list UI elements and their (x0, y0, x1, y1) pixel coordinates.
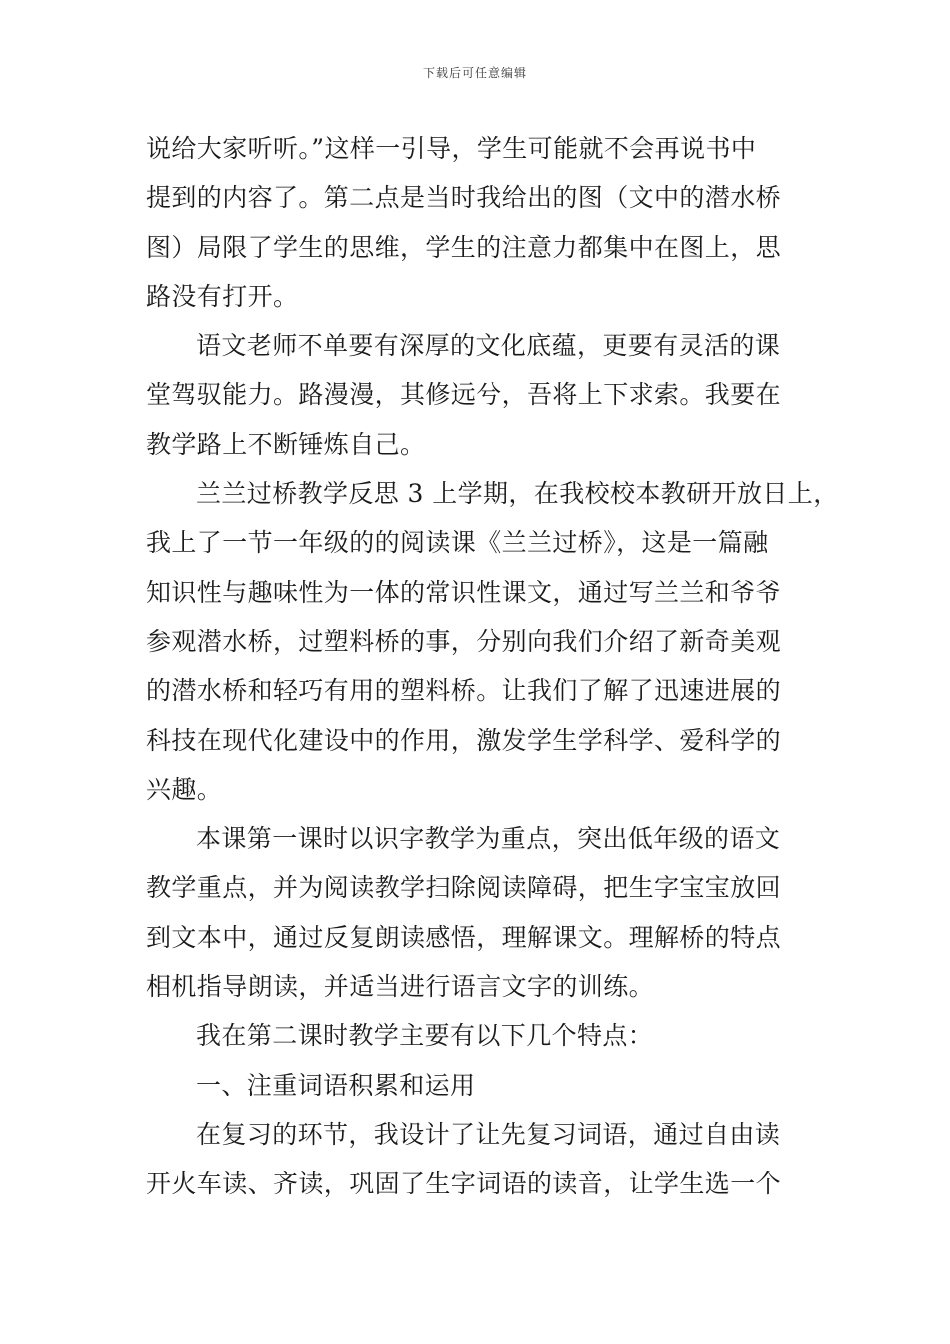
text-line: 路没有打开。 (146, 281, 299, 311)
section-heading: 一、注重词语积累和运用 (196, 1070, 476, 1100)
text-line: 在复习的环节，我设计了让先复习词语，通过自由读 (196, 1119, 781, 1149)
text-line: 相机指导朗读，并适当进行语言文字的训练。 (146, 972, 655, 1002)
text-line: 开火车读、齐读，巩固了生字词语的读音，让学生选一个 (146, 1169, 782, 1199)
text-line: 教学重点，并为阅读教学扫除阅读障碍，把生字宝宝放回 (146, 873, 782, 903)
text-line: 参观潜水桥，过塑料桥的事，分别向我们介绍了新奇美观 (146, 626, 782, 656)
text-line: 本课第一课时以识字教学为重点，突出低年级的语文 (196, 824, 781, 854)
text-line: 的潜水桥和轻巧有用的塑料桥。让我们了解了迅速进展的 (146, 676, 782, 706)
text-line: 兰兰过桥教学反思 3 上学期，在我校校本教研开放日上， (196, 479, 839, 509)
text-line: 知识性与趣味性为一体的常识性课文，通过写兰兰和爷爷 (146, 577, 782, 607)
text-line: 我上了一节一年级的的阅读课《兰兰过桥》，这是一篇融 (146, 528, 769, 558)
text-line: 提到的内容了。第二点是当时我给出的图（文中的潜水桥 (146, 183, 782, 213)
text-line: 到文本中，通过反复朗读感悟，理解课文。理解桥的特点 (146, 922, 782, 952)
text-line: 我在第二课时教学主要有以下几个特点： (196, 1021, 654, 1051)
text-line: 说给大家听听。”这样一引导，学生可能就不会再说书中 (146, 134, 757, 163)
text-line: 科技在现代化建设中的作用，激发学生学科学、爱科学的 (146, 725, 782, 755)
text-line: 堂驾驭能力。路漫漫，其修远兮，吾将上下求索。我要在 (146, 380, 782, 410)
text-line: 语文老师不单要有深厚的文化底蕴，更要有灵活的课 (196, 331, 781, 361)
text-line: 兴趣。 (146, 774, 223, 804)
document-body (146, 124, 839, 1209)
page-header: 下载后可任意编辑 (422, 66, 527, 80)
text-line: 教学路上不断锤炼自己。 (146, 429, 426, 459)
text-line: 图）局限了学生的思维，学生的注意力都集中在图上，思 (146, 232, 782, 262)
